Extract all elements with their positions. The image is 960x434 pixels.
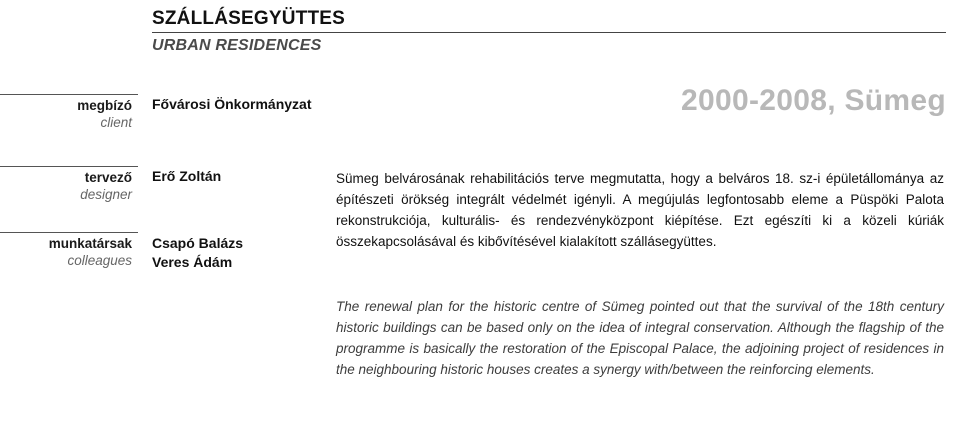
credit-value-colleagues [152, 234, 243, 272]
year-place-heading: 2000-2008, Sümeg [681, 84, 946, 117]
credit-label-client [0, 94, 138, 131]
credit-label-hu: megbízó [77, 98, 132, 113]
credit-value-line: Csapó Balázs [152, 235, 244, 251]
title-block [152, 8, 946, 56]
body-text-english: The renewal plan for the historic centre of Sümeg pointed out that the survival of the 18th century historic buildings can be based only on the idea of integral conservation. Although the flagship of the programme is basically the restoration of the Episcopal Palace, the adjoining project of residences in the neighbouring historic houses creates a synergy with/between the reinforcing elements. [336, 299, 944, 377]
credit-label-en: client [100, 115, 132, 130]
credit-divider [0, 232, 138, 233]
page-title: SZÁLLÁSEGYÜTTES [152, 8, 346, 29]
credit-label-hu: tervező [84, 170, 132, 185]
credit-label-en: designer [80, 187, 132, 202]
credit-label-designer [0, 166, 138, 203]
credit-label-colleagues [0, 232, 138, 269]
credit-divider [0, 166, 138, 167]
credit-label-en: colleagues [67, 253, 132, 268]
title-divider [152, 32, 946, 33]
credit-value-client [152, 95, 312, 114]
credit-label-hu: munkatársak [48, 236, 132, 251]
credit-value-designer [152, 167, 221, 186]
body-text-hungarian: Sümeg belvárosának rehabilitációs terve megmutatta, hogy a belváros 18. sz-i épületállománya az építészeti örökség integrált védelmét igényli. A megújulás legfontosabb eleme a Püspöki Palota rekonstrukciója, kulturális- és rendezvényközpont kiépítése. Ezt egészíti ki a közeli kúriák összekapcsolásával és kibővítésével kialakított szállásegyüttes. [336, 171, 944, 249]
credit-divider [0, 94, 138, 95]
page-subtitle: URBAN RESIDENCES [152, 37, 322, 54]
credit-value-line: Fővárosi Önkormányzat [152, 96, 312, 112]
credit-value-line: Veres Ádám [152, 254, 233, 270]
credit-value-line: Erő Zoltán [152, 168, 222, 184]
